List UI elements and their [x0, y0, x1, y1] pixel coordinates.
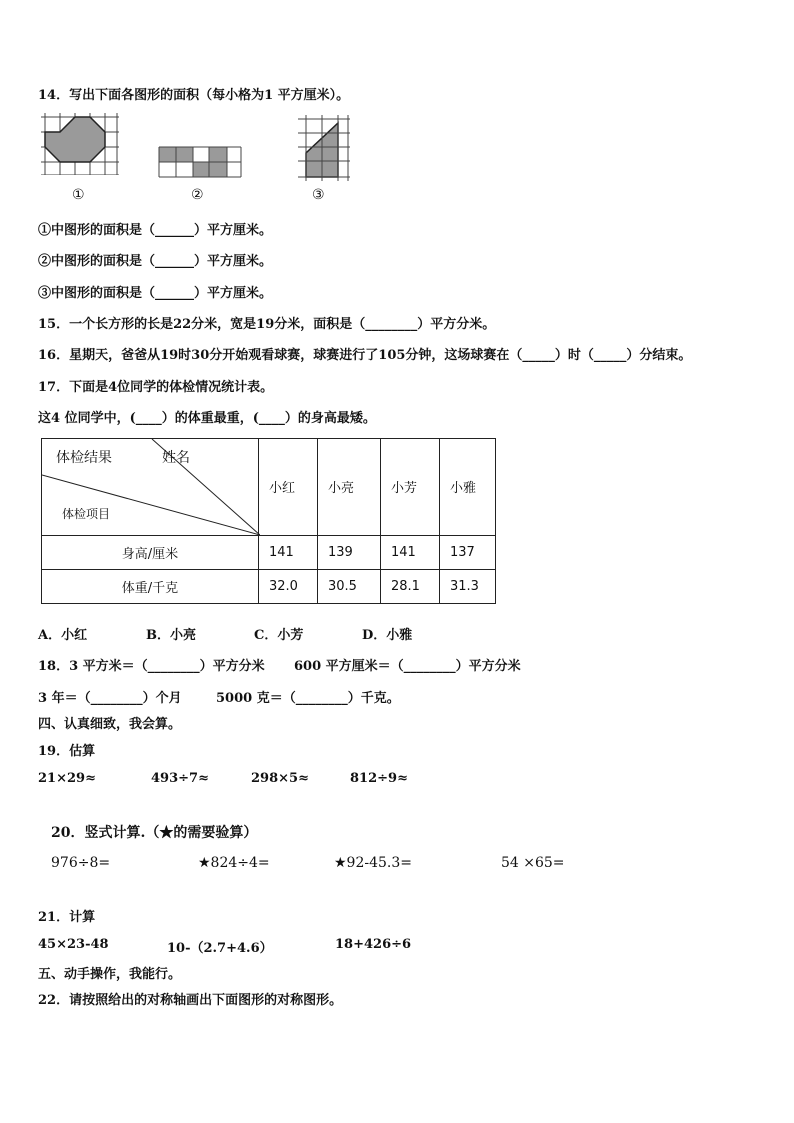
cell-value: 31.3: [440, 569, 496, 603]
corner-top-right: 姓名: [162, 450, 190, 466]
cell-value: 137: [440, 535, 496, 569]
corner-top-left: 体检结果: [56, 450, 112, 466]
q14-title: 14．写出下面各图形的面积（每小格为1 平方厘米）。: [38, 88, 350, 103]
cell-value: 141: [381, 535, 440, 569]
q14-answer-2: ②中图形的面积是（______）平方厘米。: [38, 254, 273, 269]
cell-value: 28.1: [381, 569, 440, 603]
q20-title: 20．竖式计算.（★的需要验算）: [51, 825, 258, 841]
row-label-height: 身高/厘米: [42, 535, 259, 569]
q22-text: 22．请按照给出的对称轴画出下面图形的对称图形。: [38, 993, 343, 1008]
q15-text: 15．一个长方形的长是22分米，宽是19分米，面积是（________）平方分米。: [38, 317, 496, 332]
q21-title: 21．计算: [38, 910, 96, 925]
figure-1-caption: ①: [72, 187, 85, 203]
figure-2-caption: ②: [191, 187, 204, 203]
figure-1-grid: [41, 113, 119, 175]
q18-line1-b: 600 平方厘米＝（________）平方分米: [294, 659, 521, 674]
option-b[interactable]: B．小亮: [146, 628, 196, 643]
q21-item: 18+426÷6: [335, 937, 412, 952]
q20-item: ★824÷4=: [198, 855, 270, 871]
q19-item: 298×5≈: [251, 771, 309, 786]
q19-item: 812÷9≈: [350, 771, 408, 786]
q18-line2-b: 5000 克＝（________）千克。: [216, 691, 400, 706]
q21-item: 10-（2.7+4.6）: [167, 941, 273, 956]
q20-item: ★92-45.3=: [334, 855, 412, 871]
name-header-xiaofang: 小芳: [381, 439, 440, 536]
cell-value: 32.0: [259, 569, 318, 603]
q19-item: 21×29≈: [38, 771, 96, 786]
option-c[interactable]: C．小芳: [254, 628, 304, 643]
table-header-corner: [42, 439, 259, 536]
q17-title: 17．下面是4位同学的体检情况统计表。: [38, 380, 274, 395]
option-a[interactable]: A．小红: [38, 628, 88, 643]
q16-text: 16．星期天，爸爸从19时30分开始观看球赛，球赛进行了105分钟，这场球赛在（_____）时（_____）分结束。: [38, 348, 692, 363]
figure-3-grid: [296, 115, 352, 181]
row-label-weight: 体重/千克: [42, 569, 259, 603]
figure-3-caption: ③: [312, 187, 325, 203]
q18-line1-a: 18．3 平方米＝（________）平方分米: [38, 659, 265, 674]
section-5-heading: 五、动手操作，我能行。: [38, 967, 182, 982]
q19-title: 19．估算: [38, 744, 96, 759]
q18-line2-a: 3 年＝（________）个月: [38, 691, 182, 706]
cell-value: 141: [259, 535, 318, 569]
cell-value: 30.5: [318, 569, 381, 603]
q19-item: 493÷7≈: [151, 771, 209, 786]
name-header-xiaohong: 小红: [259, 439, 318, 536]
q14-answer-1: ①中图形的面积是（______）平方厘米。: [38, 223, 273, 238]
q20-item: 976÷8=: [51, 855, 111, 871]
health-check-table: [41, 438, 496, 604]
table-row: [42, 535, 496, 569]
name-header-xiaoliang: 小亮: [318, 439, 381, 536]
name-header-xiaoya: 小雅: [440, 439, 496, 536]
q21-item: 45×23-48: [38, 937, 109, 952]
section-4-heading: 四、认真细致，我会算。: [38, 717, 182, 732]
cell-value: 139: [318, 535, 381, 569]
option-d[interactable]: D．小雅: [362, 628, 413, 643]
q20-item: 54 ×65=: [501, 855, 565, 871]
figure-2-grid: [155, 145, 243, 179]
q14-answer-3: ③中图形的面积是（______）平方厘米。: [38, 286, 273, 301]
table-row: [42, 569, 496, 603]
corner-bottom-left: 体检项目: [62, 507, 111, 521]
q17-question: 这4 位同学中，(____）的体重最重，(____）的身高最矮。: [38, 411, 376, 426]
